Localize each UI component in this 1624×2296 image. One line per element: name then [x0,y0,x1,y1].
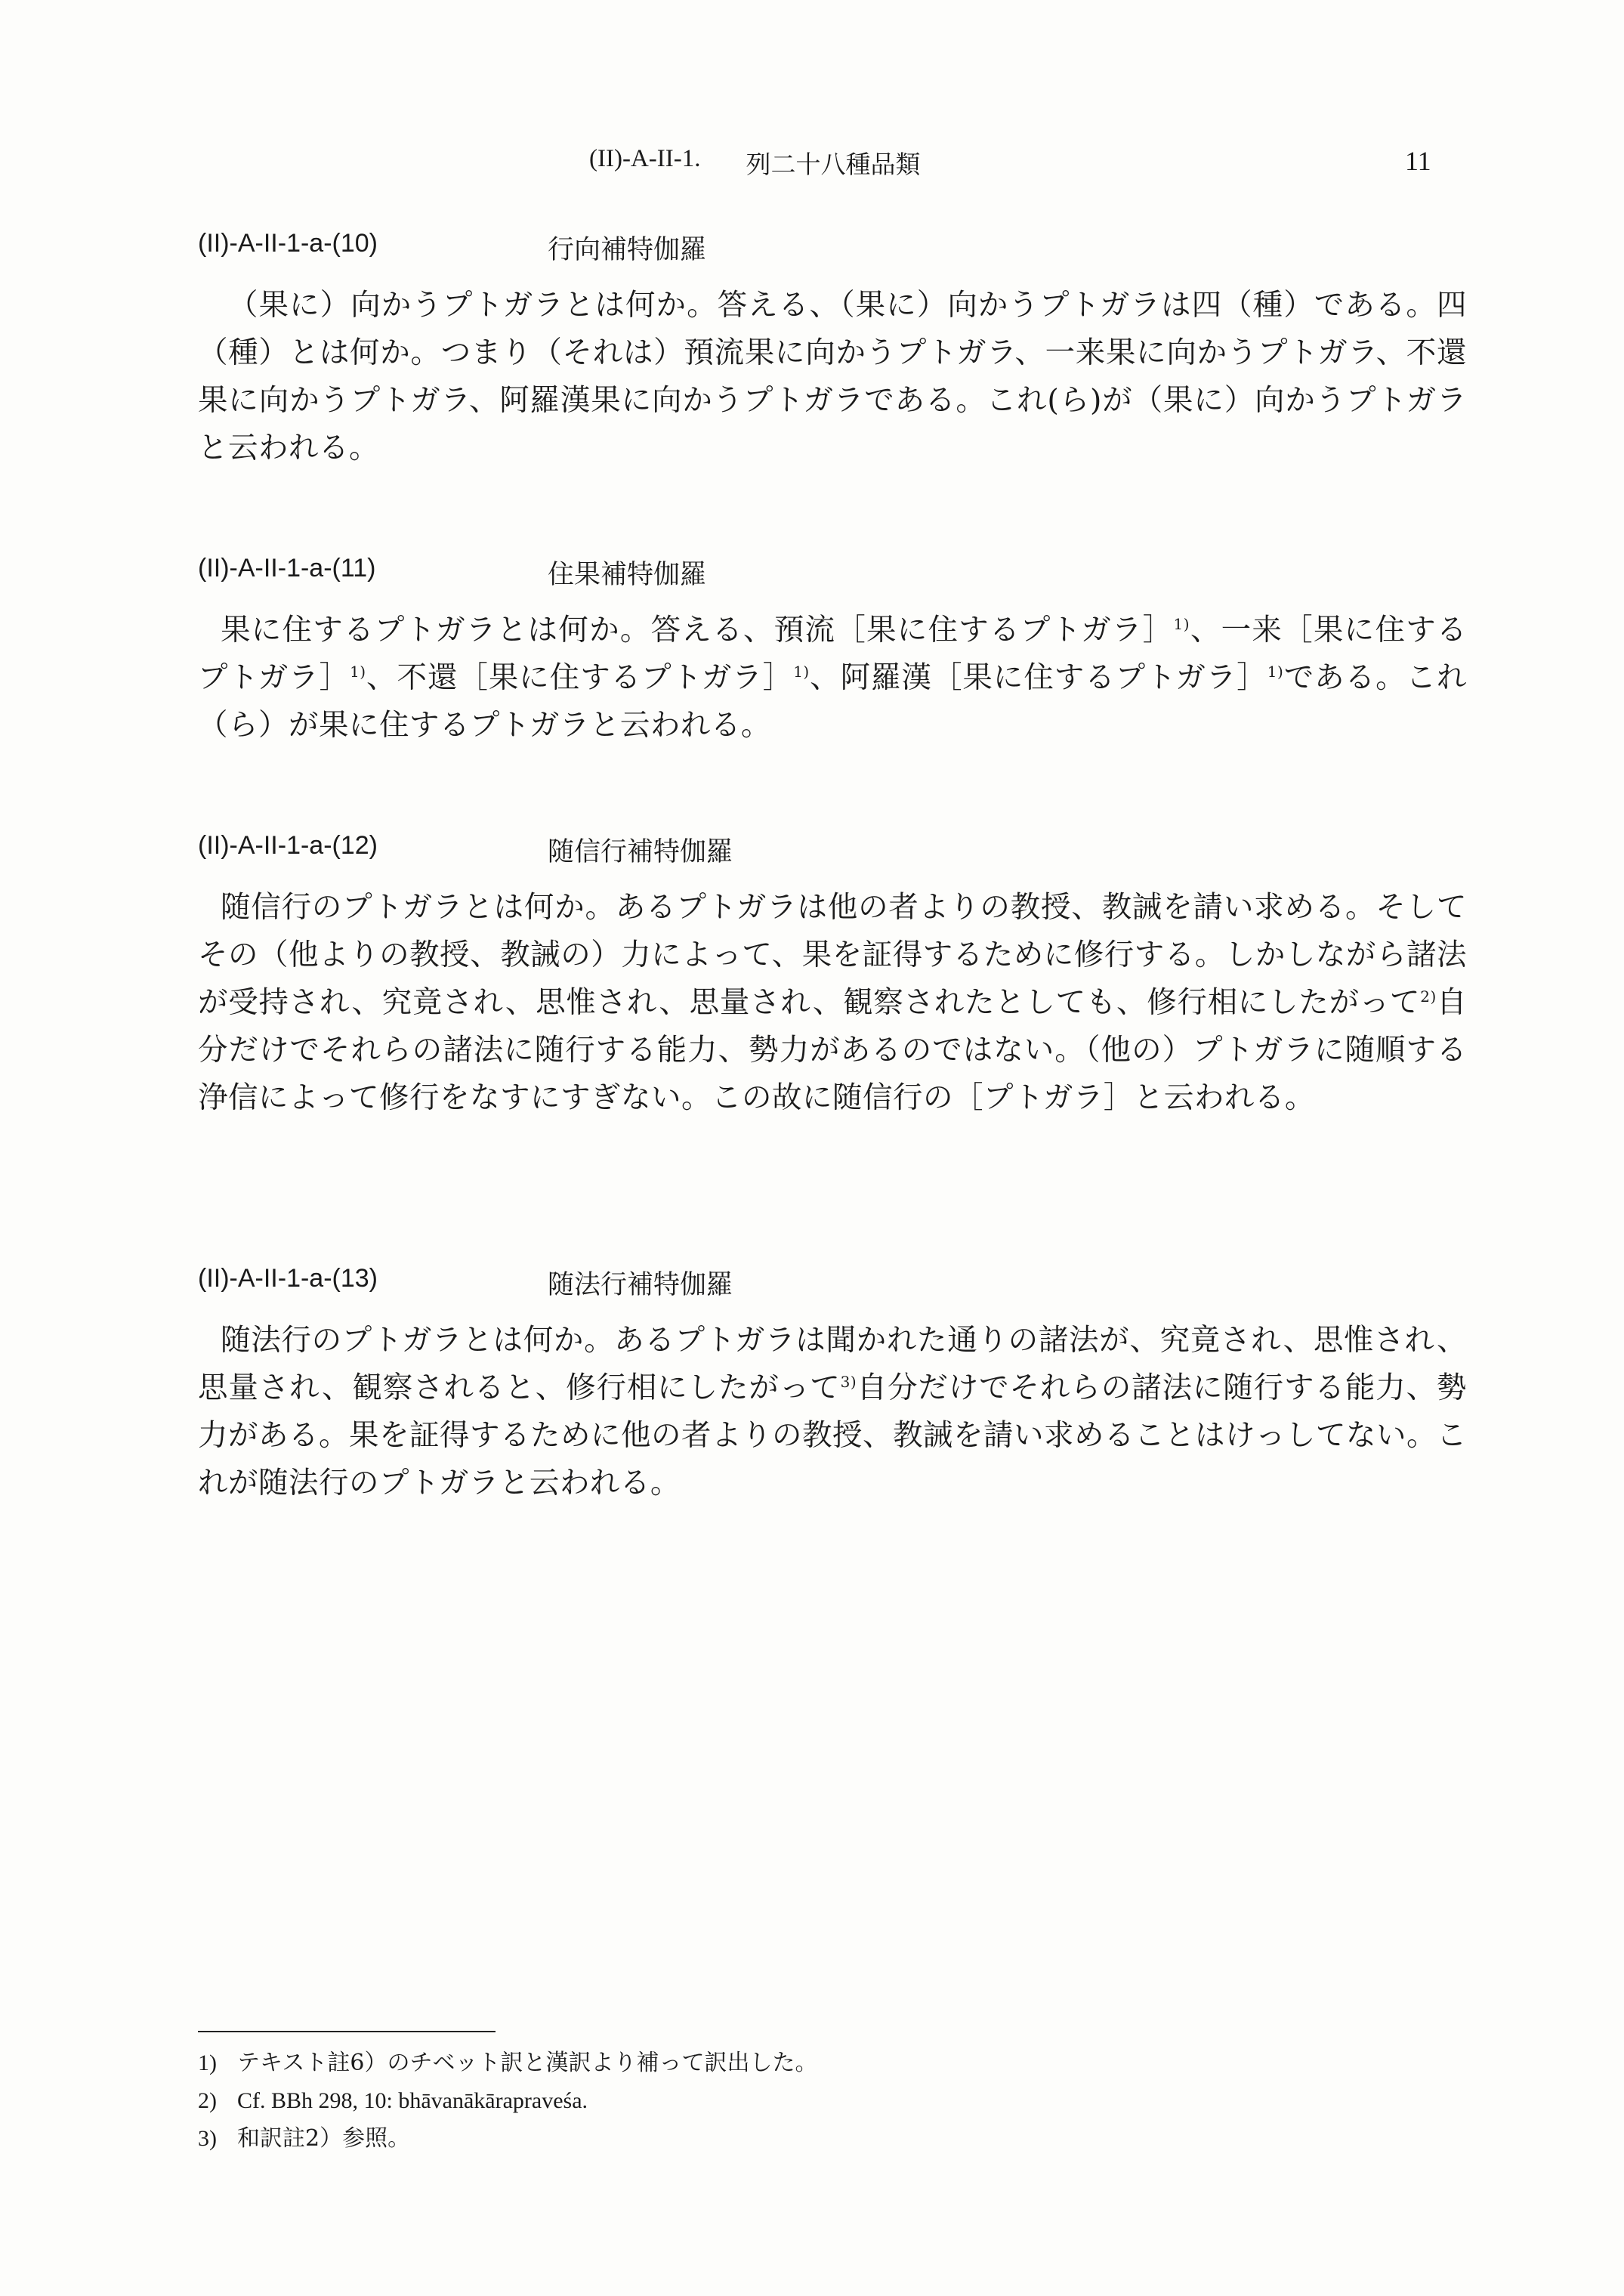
footnote-item [198,2120,1467,2158]
section-12 [198,831,1467,1122]
footnotes [198,2044,1467,2158]
section-title: 行向補特伽羅 [548,235,707,265]
section-id: (II)-A-II-1-a-(11) [198,554,376,582]
section-id: (II)-A-II-1-a-(13) [198,1264,378,1293]
footnote-ref[interactable]: 2) [1420,987,1437,1006]
section-title: 住果補特伽羅 [548,560,707,590]
paragraph-text: 随法行のプトガラとは何か。あるプトガラは聞かれた通りの諸法が、究竟され、思惟され、思量され、観察されると、修行相にしたがって [198,1323,1467,1405]
footnote-ref[interactable]: 3) [840,1372,857,1391]
paragraph-text: 随信行のプトガラとは何か。あるプトガラは他の者よりの教授、教誡を請い求める。そしてその（他よりの教授、教誡の）力によって、果を証得するために修行する。しかしながら諸法が受持され、究竟され、思惟され、思量され、観察されたとしても、修行相にしたがって [198,890,1467,1020]
footnote-ref[interactable]: 1) [350,662,366,681]
footnote-number: 3) [198,2126,217,2151]
section-paragraph [198,282,1467,472]
section-title: 随信行補特伽羅 [548,837,733,867]
running-header [589,145,921,181]
section-heading [198,554,1467,607]
header-chapter-title: 列二十八種品類 [746,152,921,179]
paragraph-text: 自分だけでそれらの諸法に随行する能力、勢力がある。果を証得するために他の者よりの教授、教誡を請い求めることはけっしてない。これが随法行のプトガラと云われる。 [198,1370,1468,1500]
footnote-ref[interactable]: 1) [793,662,810,681]
paragraph-text: 、阿羅漢［果に住するプトガラ］ [809,660,1267,695]
section-paragraph [198,884,1467,1122]
section-id: (II)-A-II-1-a-(12) [198,831,378,860]
paragraph-text: 、一来［果に住するプトガラ］ [198,613,1467,695]
footnote-item [198,2082,1467,2120]
footnote-number: 2) [198,2088,217,2113]
section-id: (II)-A-II-1-a-(10) [198,229,378,258]
section-paragraph [198,607,1467,749]
footnote-text: Cf. BBh 298, 10: bhāvanākārapraveśa. [237,2088,588,2113]
section-heading [198,1264,1467,1317]
section-paragraph [198,1317,1467,1507]
header-section-code: (II)-A-II-1. [589,145,701,172]
paragraph-text: 果に住するプトガラとは何か。答える、預流［果に住するプトガラ］ [221,613,1174,647]
page-number: 11 [1405,146,1431,176]
section-10 [198,229,1467,472]
paragraph-text: 自分だけでそれらの諸法に随行する能力、勢力があるのではない。（他の）プトガラに随順する浄信によって修行をなすにすぎない。この故に随信行の［プトガラ］と云われる。 [198,985,1468,1115]
footnote-item [198,2044,1467,2082]
footnote-text: 和訳註2）参照。 [237,2125,411,2152]
paragraph-text: 、不還［果に住するプトガラ］ [366,660,794,695]
paragraph-text: である。これ（ら）が果に住するプトガラと云われる。 [198,660,1467,743]
section-title: 随法行補特伽羅 [548,1270,733,1300]
paragraph-text: （果に）向かうプトガラとは何か。答える、（果に）向かうプトガラは四（種）である。四（種）とは何か。つまり（それは）預流果に向かうプトガラ、一来果に向かうプトガラ、不還果に向かうプトガラ、阿羅漢果に向かうプトガラである。これ(ら)が（果に）向かうプトガラと云われる。 [198,288,1467,465]
section-11 [198,554,1467,749]
section-heading [198,831,1467,884]
footnote-text: テキスト註6）のチベット訳と漢訳より補って訳出した。 [237,2050,818,2076]
section-13 [198,1264,1467,1507]
footnote-divider [198,2031,496,2032]
footnote-number: 1) [198,2050,217,2075]
section-heading [198,229,1467,282]
footnote-ref[interactable]: 1) [1267,662,1284,681]
footnote-ref[interactable]: 1) [1173,614,1190,633]
